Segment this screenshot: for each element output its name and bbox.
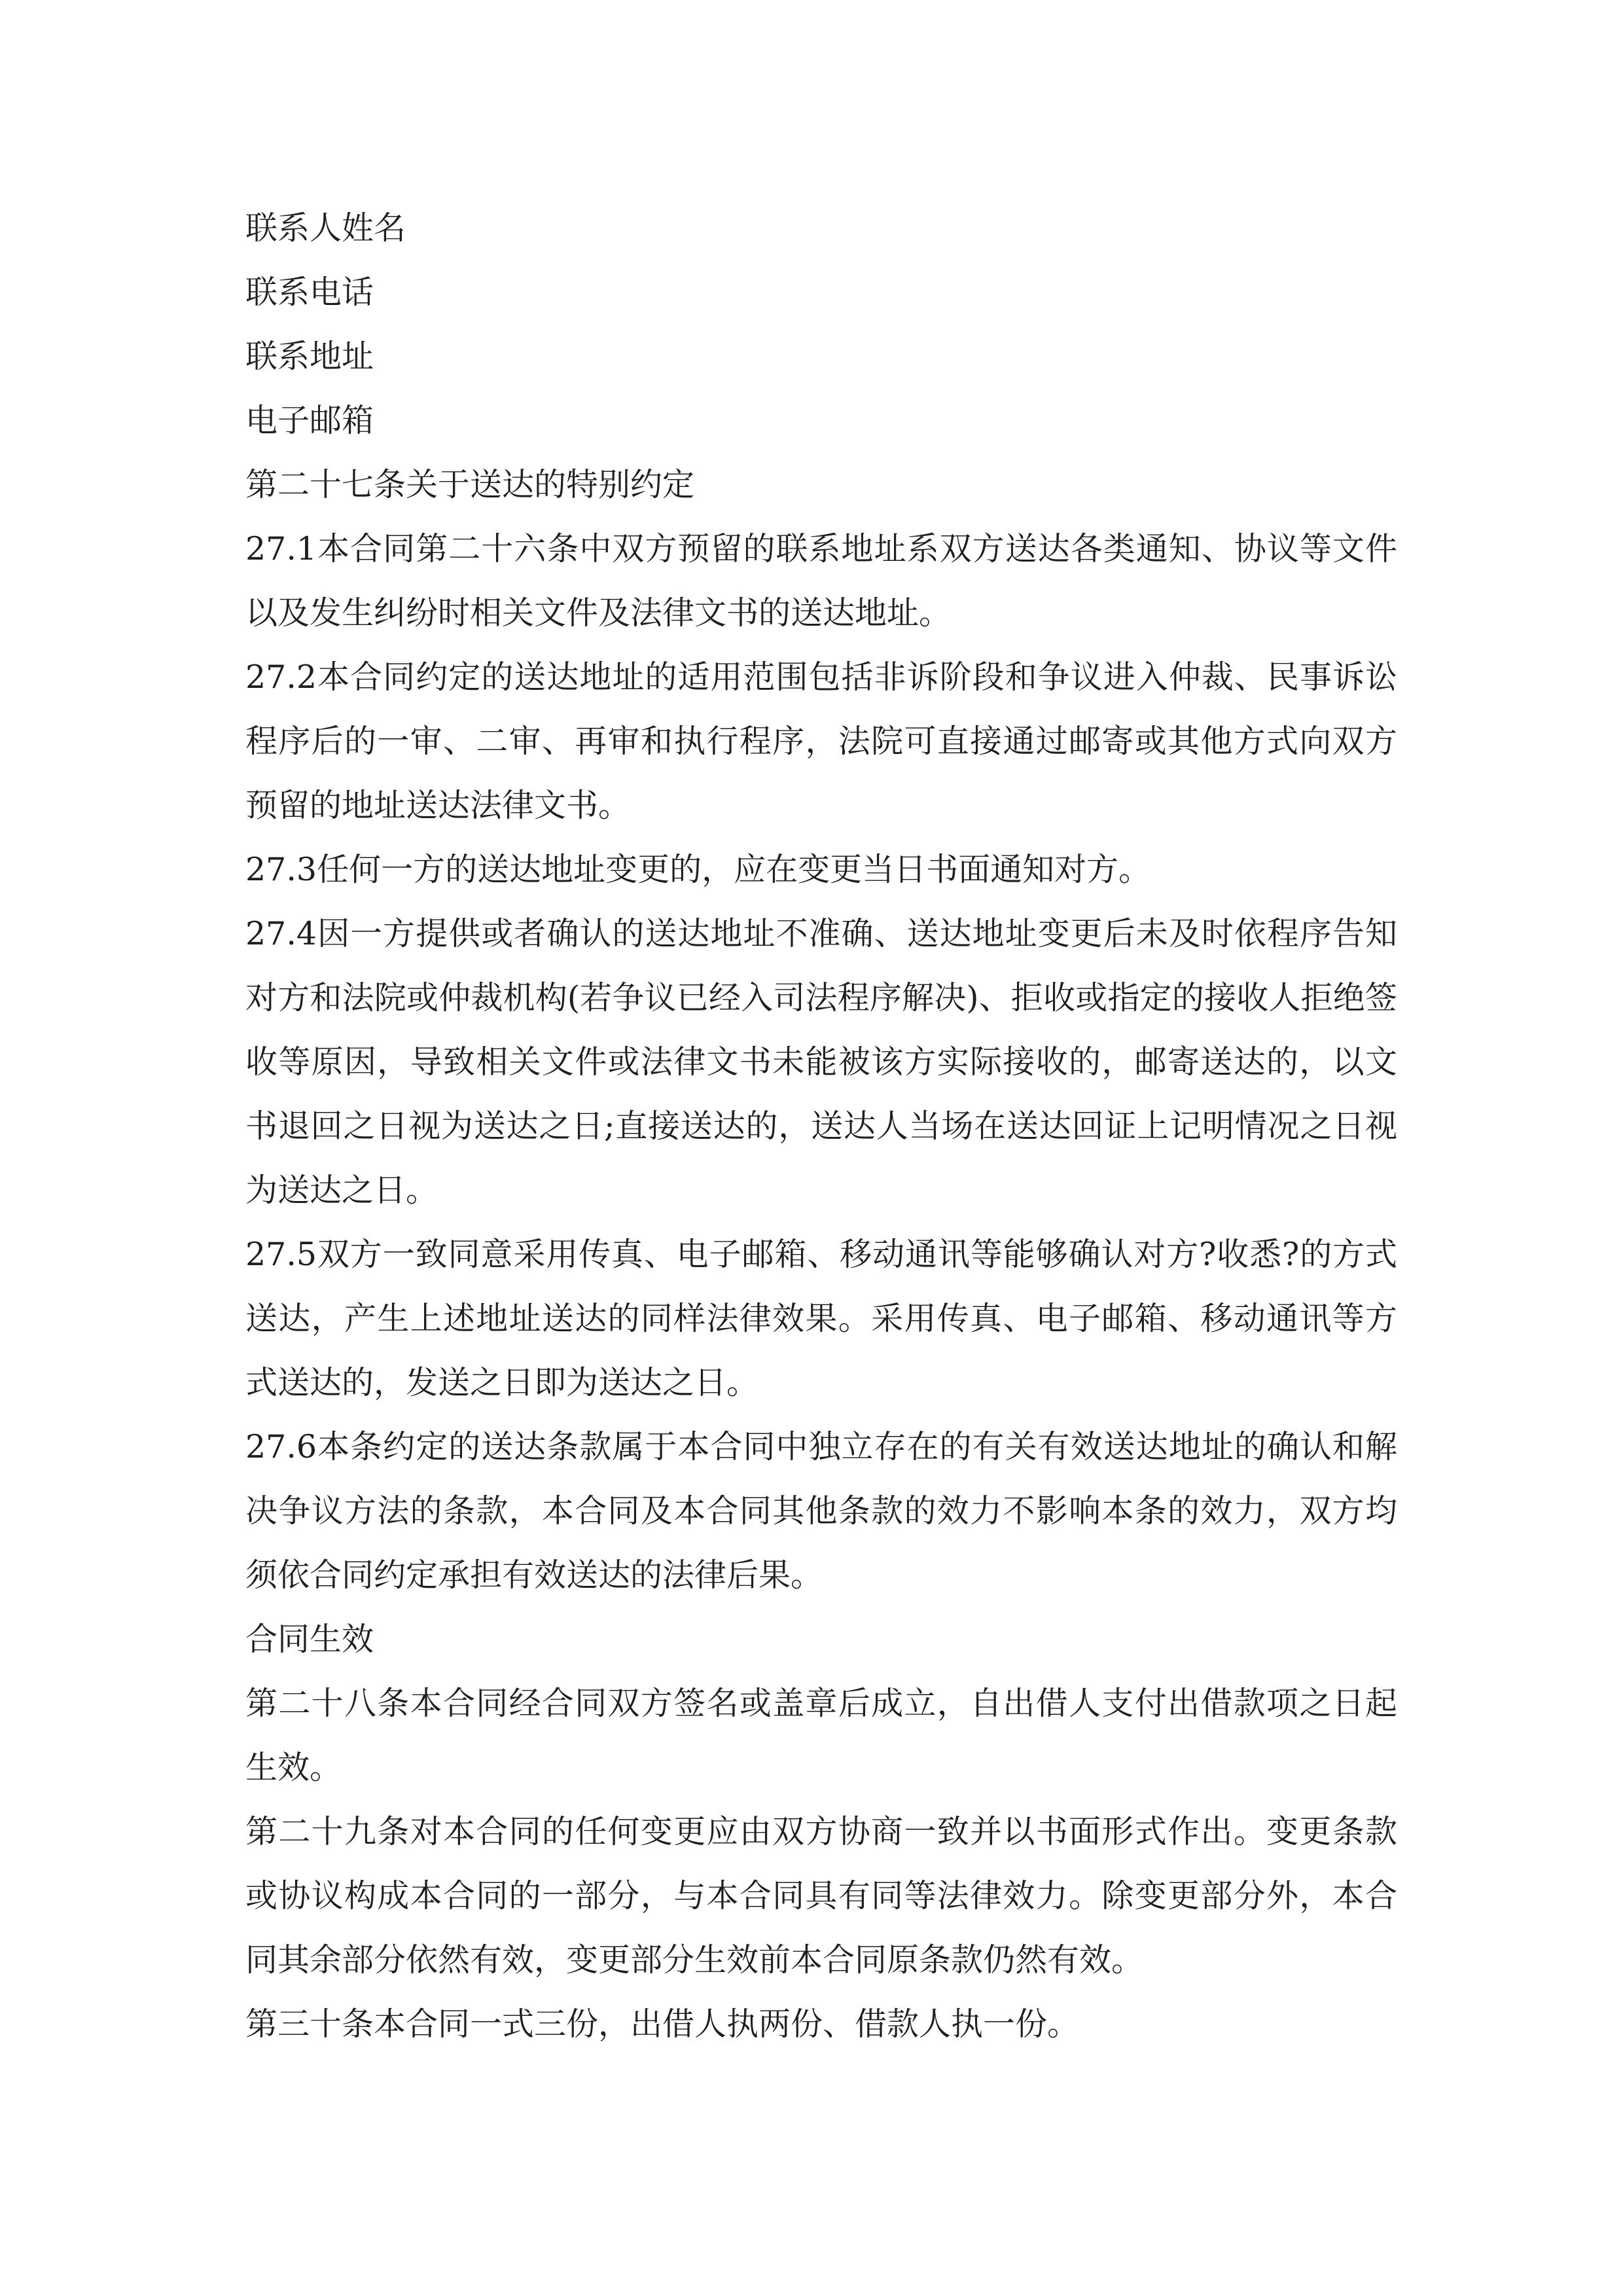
article-28: 第二十八条本合同经合同双方签名或盖章后成立，自出借人支付出借款项之日起生效。: [245, 1685, 1397, 1786]
article-29: 第二十九条对本合同的任何变更应由双方协商一致并以书面形式作出。变更条款或协议构成本合同的一部分，与本合同具有同等法律效力。除变更部分外，本合同其余部分依然有效，变更部分生效前本合同原条款仍然有效。: [245, 1813, 1397, 1979]
clause-27-4: 27.4因一方提供或者确认的送达地址不准确、送达地址变更后未及时依程序告知对方和法院或仲裁机构(若争议已经入司法程序解决)、拒收或指定的接收人拒绝签收等原因，导致相关文件或法律文书未能被该方实际接收的，邮寄送达的，以文书退回之日视为送达之日;直接送达的，送达人当场在送达回证上记明情况之日视为送达之日。: [245, 915, 1397, 1209]
contact-phone-label: 联系电话: [245, 274, 374, 311]
clause-27-6: 27.6本条约定的送达条款属于本合同中独立存在的有关有效送达地址的确认和解决争议方法的条款，本合同及本合同其他条款的效力不影响本条的效力，双方均须依合同约定承担有效送达的法律后果。: [245, 1428, 1397, 1594]
clause-27-5: 27.5双方一致同意采用传真、电子邮箱、移动通讯等能够确认对方?收悉?的方式送达，产生上述地址送达的同样法律效果。采用传真、电子邮箱、移动通讯等方式送达的，发送之日即为送达之日。: [245, 1236, 1397, 1401]
contract-effect-heading: 合同生效: [245, 1621, 374, 1658]
article-30: 第三十条本合同一式三份，出借人执两份、借款人执一份。: [245, 2005, 1080, 2043]
contact-address-label: 联系地址: [245, 338, 374, 375]
clause-27-3: 27.3任何一方的送达地址变更的，应在变更当日书面通知对方。: [245, 851, 1151, 888]
email-label: 电子邮箱: [245, 402, 374, 439]
document-body: [245, 196, 1397, 2056]
clause-27-2: 27.2本合同约定的送达地址的适用范围包括非诉阶段和争议进入仲裁、民事诉讼程序后的一审、二审、再审和执行程序，法院可直接通过邮寄或其他方式向双方预留的地址送达法律文书。: [245, 658, 1397, 824]
clause-27-1: 27.1本合同第二十六条中双方预留的联系地址系双方送达各类通知、协议等文件以及发生纠纷时相关文件及法律文书的送达地址。: [245, 530, 1397, 632]
article-27-heading: 第二十七条关于送达的特别约定: [245, 466, 695, 503]
contact-name-label: 联系人姓名: [245, 209, 406, 247]
